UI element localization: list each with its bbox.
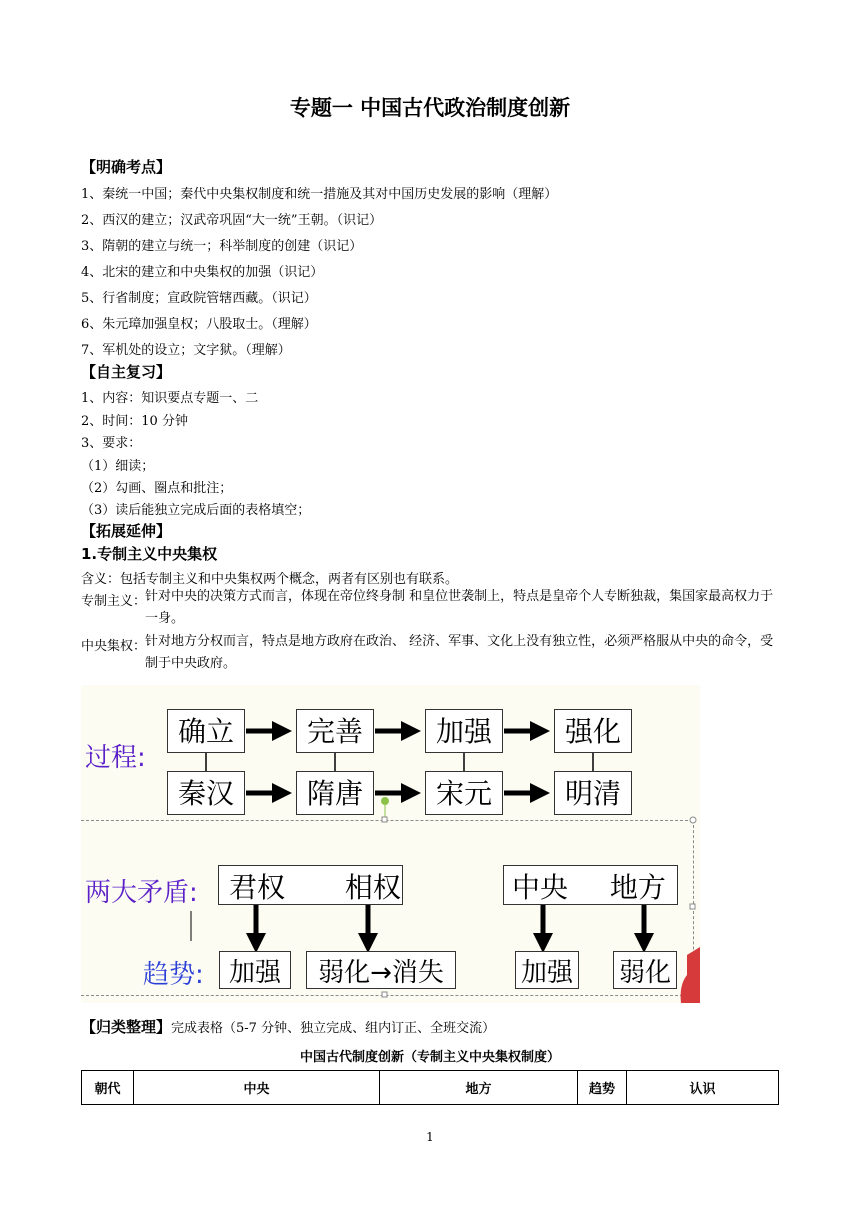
centralization-text: 针对地方分权而言，特点是地方政府在政治、 经济、军事、文化上没有独立性，必须严格服从中央的命令，受制于中央政府。: [145, 634, 774, 671]
section-heading-extension: 【拓展延伸】: [81, 522, 172, 540]
central-label: 中央: [512, 871, 569, 904]
subheading-autocratic-centralization: 1.专制主义中央集权: [81, 545, 218, 563]
self-review-item: 2、时间：10 分钟: [81, 414, 188, 429]
summary-table: [81, 1070, 779, 1105]
exam-point-item: 4、北宋的建立和中央集权的加强（识记）: [81, 265, 324, 280]
centralization-label: 中央集权：: [81, 639, 147, 654]
trend-box: 加强: [219, 951, 291, 989]
chancellor-power-label: 相权: [344, 871, 401, 904]
dynasty-box: 秦汉: [167, 771, 245, 815]
trend-label: 趋势:: [143, 960, 204, 990]
local-label: 地方: [609, 871, 666, 904]
dynasty-box: 隋唐: [296, 771, 374, 815]
contradictions-label: 两大矛盾:: [85, 878, 198, 908]
autocracy-text: 针对中央的决策方式而言，体现在帝位终身制 和皇位世袭制上，特点是皇帝个人专断独裁，集国家最高权力于一身。: [145, 589, 774, 626]
exam-point-item: 1、秦统一中国；秦代中央集权制度和统一措施及其对中国历史发展的影响（理解）: [81, 187, 558, 202]
classification-line: [81, 1016, 495, 1037]
page-number: 1: [426, 1130, 434, 1144]
dynasty-box: 明清: [554, 771, 632, 815]
table-header-cell: 朝代: [82, 1071, 134, 1105]
resize-handle-icon: [690, 904, 695, 909]
self-review-item: （3）读后能独立完成后面的表格填空；: [81, 503, 311, 518]
exam-point-item: 7、军机处的设立；文字狱。（理解）: [81, 343, 291, 358]
self-review-item: 3、要求：: [81, 436, 142, 451]
section-heading-exam-points: 【明确考点】: [81, 158, 172, 176]
decoration-shape: [681, 947, 700, 1003]
resize-handle-icon: [382, 992, 387, 997]
stage-box: 加强: [425, 709, 503, 753]
rotation-handle-icon: [381, 797, 389, 805]
trend-box: 弱化→消失: [306, 951, 456, 989]
page-title: 专题一 中国古代政治制度创新: [289, 96, 571, 120]
table-header-cell: 认识: [627, 1071, 779, 1105]
section-heading-self-review: 【自主复习】: [81, 363, 172, 381]
contradiction-box-monarch-chancellor: [218, 865, 403, 905]
exam-point-item: 3、隋朝的建立与统一；科举制度的创建（识记）: [81, 239, 363, 254]
monarch-power-label: 君权: [229, 871, 286, 904]
self-review-item: （2）勾画、圈点和批注；: [81, 481, 233, 496]
process-label: 过程:: [85, 743, 146, 773]
stage-box: 确立: [167, 709, 245, 753]
table-header-cell: 趋势: [578, 1071, 627, 1105]
resize-handle-icon: [690, 817, 696, 823]
definition-meaning: 含义：包括专制主义和中央集权两个概念，两者有区别也有联系。: [81, 572, 459, 587]
stage-box: 强化: [554, 709, 632, 753]
table-header-cell: 地方: [380, 1071, 578, 1105]
exam-point-item: 5、行省制度；宣政院管辖西藏。（识记）: [81, 291, 317, 306]
autocracy-label: 专制主义：: [81, 594, 147, 609]
exam-point-item: 6、朱元璋加强皇权；八股取士。（理解）: [81, 317, 317, 332]
stage-box: 完善: [296, 709, 374, 753]
resize-handle-icon: [382, 817, 387, 822]
trend-box: 加强: [515, 951, 579, 989]
contradiction-box-central-local: [503, 865, 678, 905]
table-header-cell: 中央: [134, 1071, 380, 1105]
self-review-item: 1、内容：知识要点专题一、二: [81, 391, 259, 406]
table-caption: 中国古代制度创新（专制主义中央集权制度）: [299, 1050, 560, 1065]
trend-box: 弱化: [613, 951, 677, 989]
process-diagram: [81, 685, 700, 1003]
table-header-row: [82, 1071, 779, 1105]
section-heading-classification: 【归类整理】: [81, 1018, 172, 1036]
self-review-item: （1）细读；: [81, 459, 155, 474]
exam-point-item: 2、西汉的建立；汉武帝巩固“大一统”王朝。（识记）: [81, 213, 383, 228]
classification-instruction: 完成表格（5-7 分钟、独立完成、组内订正、全班交流）: [171, 1021, 496, 1036]
dynasty-box: 宋元: [425, 771, 503, 815]
